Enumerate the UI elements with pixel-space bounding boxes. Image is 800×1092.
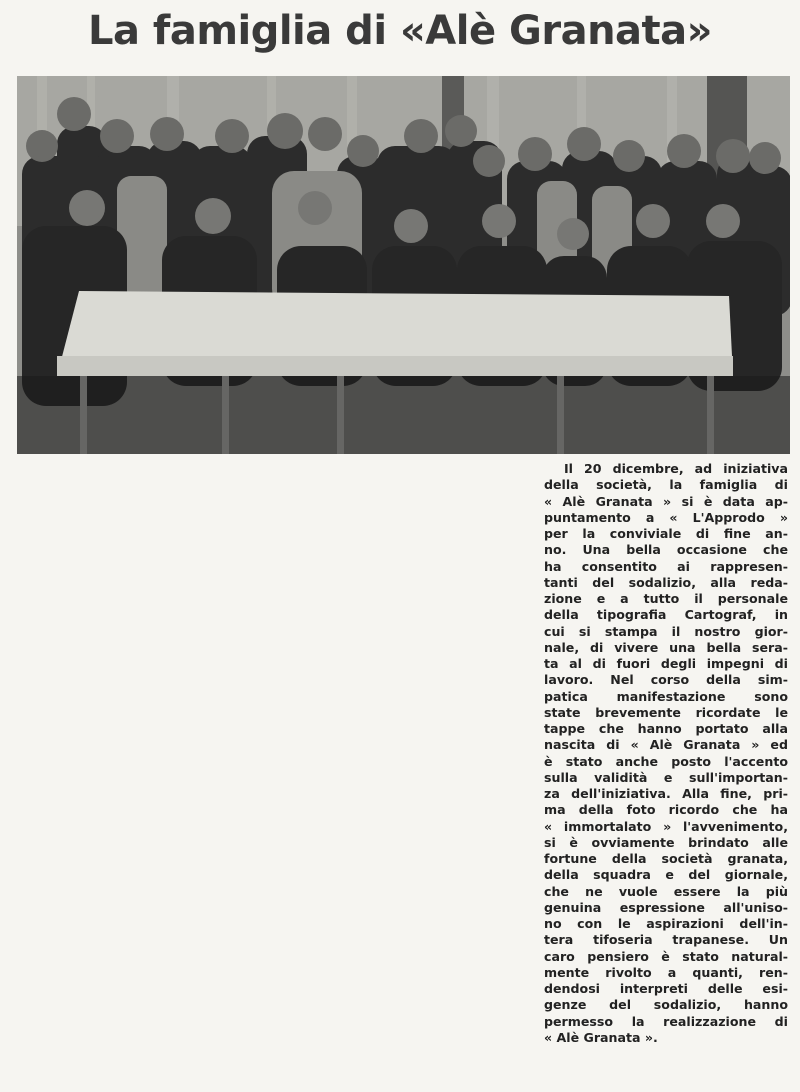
article-line: della società, la famiglia di — [544, 477, 788, 493]
article-line: no con le aspirazioni dell'in- — [544, 916, 788, 931]
article-line: Il 20 dicembre, ad iniziativa — [564, 461, 788, 476]
article-line: della tipografia Cartograf, in — [544, 607, 788, 623]
article-line: « Alè Granata » si è data ap- — [544, 493, 788, 509]
article-line: lavoro. Nel corso della sim- — [544, 672, 788, 688]
article-line: che ne vuole essere la più — [544, 883, 788, 899]
article-line: per la conviviale di fine an- — [544, 526, 788, 541]
article-line: « immortalato » l'avvenimento, — [544, 818, 788, 834]
article-line: tera tifoseria trapanese. Un — [544, 932, 788, 948]
article-line: ha consentito ai rappresen- — [544, 558, 788, 574]
article-line: state brevemente ricordate le — [544, 704, 788, 720]
article-line: dendosi interpreti delle esi- — [544, 981, 788, 996]
article-line: genuina espressione all'uniso- — [544, 899, 788, 915]
article-line: nascita di « Alè Granata » ed — [544, 737, 788, 753]
article-line: è stato anche posto l'accento — [544, 753, 788, 769]
article-line: genze del sodalizio, hanno — [544, 997, 788, 1013]
headline: La famiglia di «Alè Granata» — [88, 8, 712, 54]
article-line: « Alè Granata ». — [544, 1029, 658, 1045]
article-body — [544, 461, 788, 1046]
article-line: no. Una bella occasione che — [544, 542, 788, 558]
article-line: fortune della società granata, — [544, 851, 788, 866]
article-line: caro pensiero è stato natural- — [544, 948, 788, 964]
article-line: sulla validità e sull'importan- — [544, 769, 788, 785]
article-line: ma della foto ricordo che ha — [544, 802, 788, 818]
article-line: mente rivolto a quanti, ren- — [544, 964, 788, 980]
article-line: zione e a tutto il personale — [544, 591, 788, 606]
article-line: za dell'iniziativa. Alla fine, pri- — [544, 786, 788, 801]
article-line: tanti del sodalizio, alla reda- — [544, 574, 788, 590]
article-line: cui si stampa il nostro gior- — [544, 623, 788, 639]
group-photo — [17, 76, 790, 454]
article-line: patica manifestazione sono — [544, 688, 788, 704]
article-line: della squadra e del giornale, — [544, 867, 788, 883]
article-line: si è ovviamente brindato alle — [544, 834, 788, 850]
article-line: ta al di fuori degli impegni di — [544, 656, 788, 671]
article-line: puntamento a « L'Approdo » — [544, 509, 788, 525]
article-line: permesso la realizzazione di — [544, 1013, 788, 1029]
article-line: nale, di vivere una bella sera- — [544, 639, 788, 655]
article-line: tappe che hanno portato alla — [544, 721, 788, 736]
